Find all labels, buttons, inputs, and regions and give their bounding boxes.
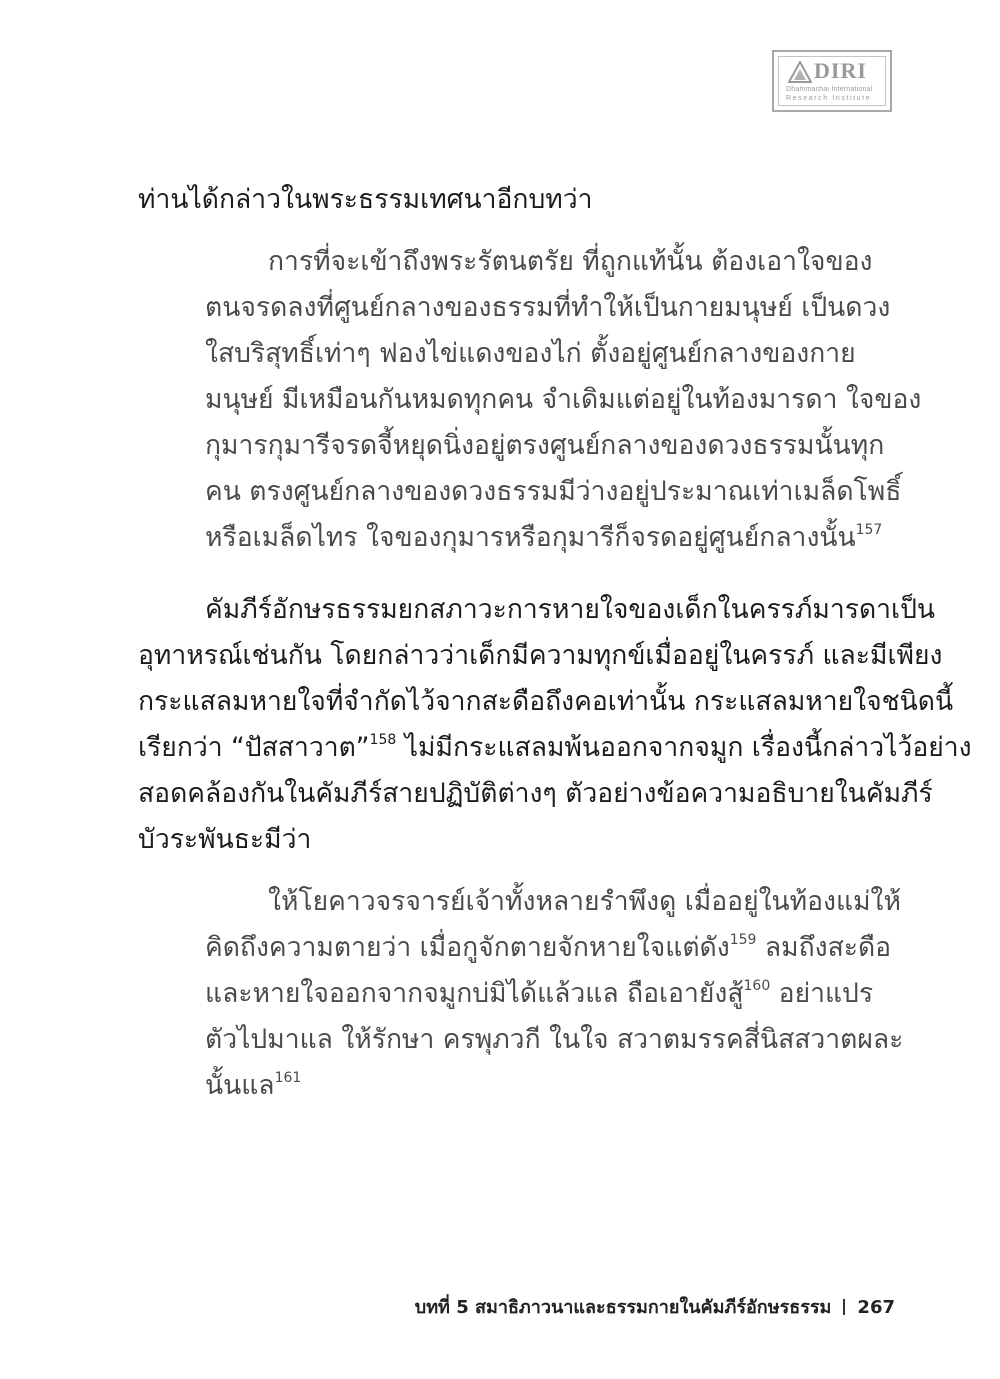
quote2-line-part: อย่าแปร: [770, 978, 874, 1009]
paragraph-line: คัมภีร์อักษรธรรมยกสภาวะการหายใจของเด็กในครรภ์มารดาเป็น: [205, 594, 936, 625]
quote1-line: คน ตรงศูนย์กลางของดวงธรรมมีว่างอยู่ประมาณเท่าเมล็ดโพธิ์: [205, 476, 902, 507]
diri-logo: [772, 50, 892, 112]
quote2-line: ให้โยคาวจรจารย์เจ้าทั้งหลายรำพึงดู เมื่ออยู่ในท้องแม่ให้: [268, 886, 901, 917]
paragraph-line: อุทาหรณ์เช่นกัน โดยกล่าวว่าเด็กมีความทุกข์เมื่ออยู่ในครรภ์ และมีเพียง: [138, 640, 943, 671]
footnote-160: 160: [743, 978, 771, 995]
paragraph-line-part: ไม่มีกระแสลมพ้นออกจากจมูก เรื่องนี้กล่าวไว้อย่าง: [396, 732, 972, 763]
quote2-line-with-footnote: [205, 972, 874, 1014]
quote1-last-line: [205, 516, 882, 558]
paragraph-line: สอดคล้องกันในคัมภีร์สายปฏิบัติต่างๆ ตัวอย่างข้อความอธิบายในคัมภีร์: [138, 778, 933, 809]
intro-line: ท่านได้กล่าวในพระธรรมเทศนาอีกบทว่า: [138, 184, 593, 215]
quote1-line: ใสบริสุทธิ์เท่าๆ ฟองไข่แดงของไก่ ตั้งอยู่ศูนย์กลางของกาย: [205, 338, 856, 369]
logo-subtitle-2: Research Institute: [786, 95, 872, 102]
quote1-line: การที่จะเข้าถึงพระรัตนตรัย ที่ถูกแท้นั้น ต้องเอาใจของ: [268, 246, 873, 277]
page-number: 267: [857, 1297, 895, 1318]
quote2-line-part: และหายใจออกจากจมูกบ่มิได้แล้วแล ถือเอายังสู้: [205, 978, 744, 1009]
footnote-158: 158: [369, 732, 397, 749]
quote2-line-part: ลมถึงสะดือ: [756, 932, 892, 963]
logo-subtitle-1: Dhammachai International: [786, 86, 873, 93]
quote2-line-part: นั้นแล: [205, 1070, 275, 1101]
quote2-last-line: [205, 1064, 301, 1106]
quote2-line-part: คิดถึงความตายว่า เมื่อกูจักตายจักหายใจแต่ดัง: [205, 932, 730, 963]
page-footer: [400, 1292, 895, 1321]
paragraph-line-with-footnote: [138, 726, 972, 768]
footer-separator: [843, 1299, 845, 1315]
footnote-161: 161: [274, 1070, 302, 1087]
quote1-line-text: หรือเมล็ดไทร ใจของกุมารหรือกุมารีก็จรดอยู่ศูนย์กลางนั้น: [205, 522, 856, 553]
quote1-line: กุมารกุมารีจรดจี้หยุดนิ่งอยู่ตรงศูนย์กลางของดวงธรรมนั้นทุก: [205, 430, 885, 461]
paragraph-line-part: เรียกว่า “ปัสสาวาต”: [138, 732, 370, 763]
logo-title: DIRI: [814, 58, 867, 83]
quote2-line-with-footnote: [205, 926, 892, 968]
footnote-159: 159: [729, 932, 757, 949]
quote1-line: มนุษย์ มีเหมือนกันหมดทุกคน จำเดิมแต่อยู่ในท้องมารดา ใจของ: [205, 384, 922, 415]
footnote-157: 157: [855, 522, 883, 539]
quote2-line: ตัวไปมาแล ให้รักษา ครพุภวกี ในใจ สวาตมรรคสี่นิสสวาตผละ: [205, 1024, 904, 1055]
triangle-emblem-icon: [788, 61, 812, 83]
chapter-title: บทที่ 5 สมาธิภาวนาและธรรมกายในคัมภีร์อักษรธรรม: [414, 1297, 832, 1318]
paragraph-line: กระแสลมหายใจที่จำกัดไว้จากสะดือถึงคอเท่านั้น กระแสลมหายใจชนิดนี้: [138, 686, 954, 717]
paragraph-line: บัวระพันธะมีว่า: [138, 824, 312, 855]
quote1-line: ตนจรดลงที่ศูนย์กลางของธรรมที่ทำให้เป็นกายมนุษย์ เป็นดวง: [205, 292, 891, 323]
